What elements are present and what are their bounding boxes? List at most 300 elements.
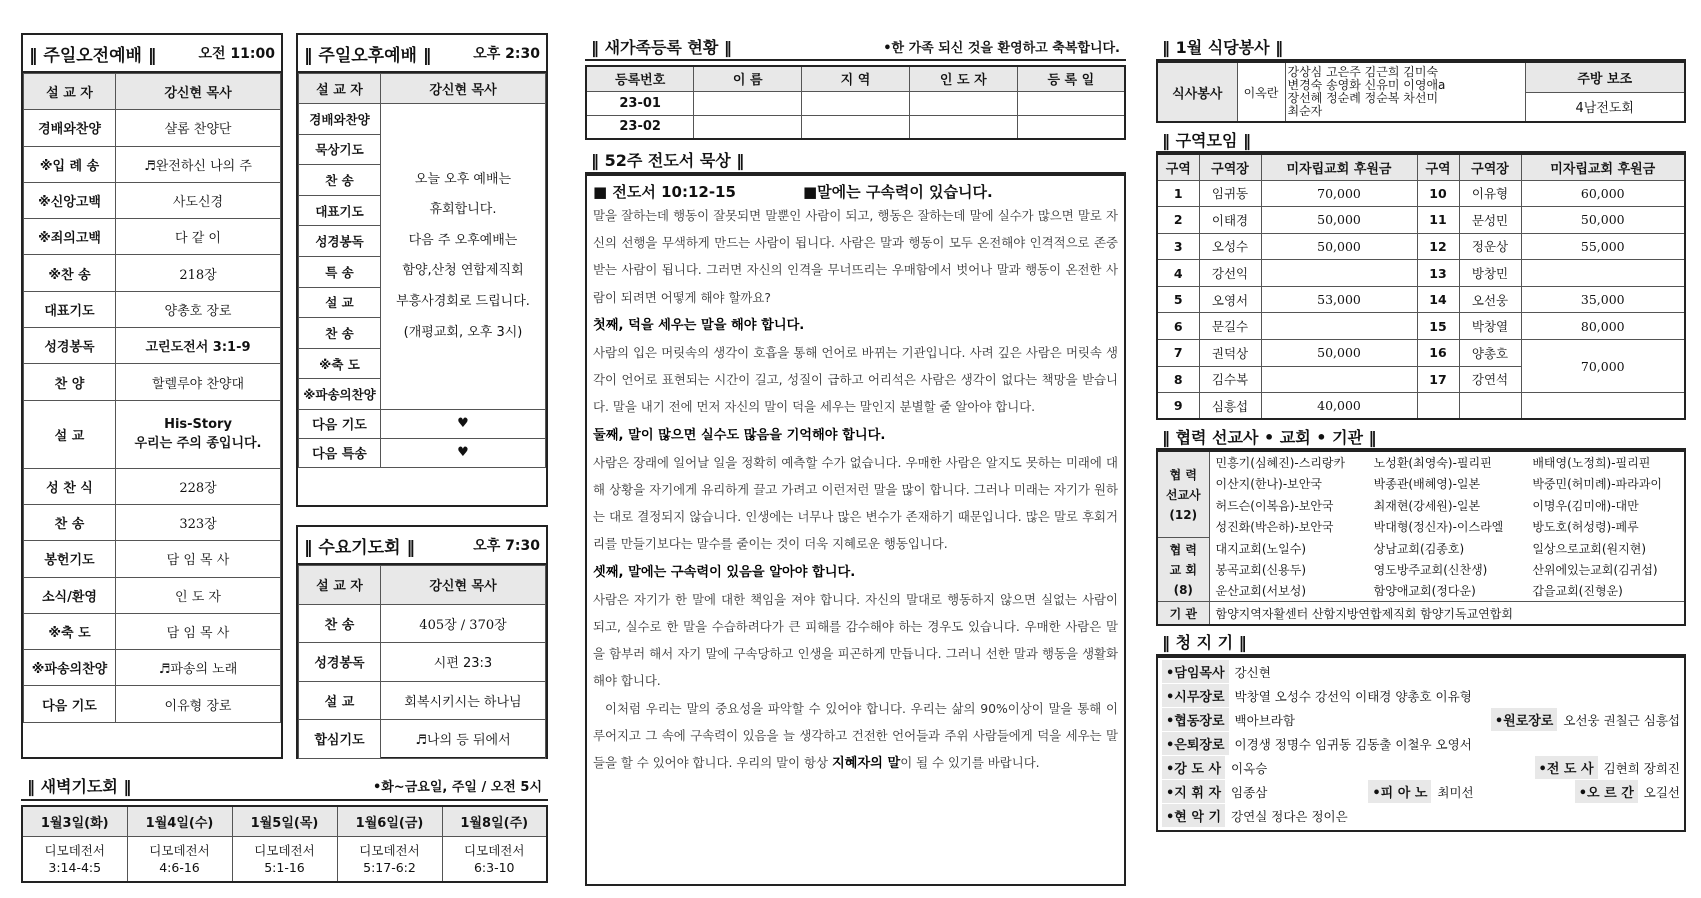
staff-names: 백아브라함: [1234, 712, 1295, 728]
sunday-morning-row-value: 228장: [116, 468, 281, 504]
staff-title-bar: [1156, 630, 1686, 656]
district-no: 17: [1417, 366, 1459, 393]
district-leader: 정운상: [1459, 233, 1521, 260]
dawn-prayer-panel: [21, 771, 548, 886]
district-leader: 권덕상: [1199, 340, 1261, 367]
staff-entry: [1162, 708, 1295, 731]
devotion-point3-text: 사람은 자기가 한 말에 대한 책임을 져야 합니다. 자신의 말대로 행동하지 않으면 실없는 사람이 되고, 실수로 한 말을 수습하려다가 큰 피해를 감수해야 하는 경우도 있습니다. 우매한 사람은 말을 함부러 해서 자기 말에 구속당하고 인생을 피곤하게 만듭니다. 그러니 선한 말과 행동을 생활화해야 합니다.: [593, 591, 1118, 689]
district-amount: [1261, 313, 1417, 340]
church-row: [1157, 537, 1685, 559]
right-column: [1156, 33, 1686, 885]
district-header: 구역: [1157, 154, 1199, 180]
district-no: 13: [1417, 260, 1459, 287]
district-amount: [1261, 366, 1417, 393]
wednesday-row-label: 설 교: [299, 681, 381, 720]
staff-role: •시무장로: [1162, 684, 1229, 707]
dawn-verse: 5:1-16: [264, 859, 305, 875]
sunday-morning-title: ‖ 주일오전예배 ‖: [29, 45, 157, 66]
missionary-entry: 노성환(최영숙)-필리핀: [1373, 456, 1492, 471]
newfamily-id: 23-02: [586, 115, 694, 139]
sunday-morning-row: [24, 577, 281, 613]
notice-line: 오늘 오후 예배는: [414, 171, 512, 187]
district-row: [1157, 286, 1685, 313]
next-special-label: 다음 특송: [299, 438, 381, 467]
church-entry: 산위에있는교회(김귀섭): [1532, 563, 1658, 578]
district-leader: 박창열: [1459, 313, 1521, 340]
sunday-morning-row-value: 이유형 장로: [116, 686, 281, 722]
dawn-date-row: [22, 806, 547, 836]
sunday-morning-row: [24, 541, 281, 577]
district-row: [1157, 260, 1685, 287]
district-amount: 80,000: [1521, 313, 1685, 340]
dawn-passage: [232, 836, 337, 882]
partners-table: [1156, 450, 1686, 626]
newfamily-id: 23-01: [586, 91, 694, 115]
sunday-morning-row-value: 양총호 장로: [116, 291, 281, 327]
staff-row: [1162, 804, 1680, 828]
sunday-morning-row: [24, 255, 281, 291]
dawn-book: 디모데전서: [359, 842, 420, 858]
sunday-afternoon-row-label: ※축 도: [299, 348, 381, 379]
meal-service-table: [1156, 61, 1686, 123]
staff-role: •강 도 사: [1162, 756, 1225, 779]
sunday-afternoon-row-label: 경배와찬양: [299, 104, 381, 135]
devotion-reference: ■ 전도서 10:12-15: [593, 182, 736, 201]
district-amount: 70,000: [1261, 180, 1417, 207]
district-no: 3: [1157, 233, 1199, 260]
staff-entry: [1162, 660, 1271, 683]
staff-box: [1156, 656, 1686, 832]
sunday-morning-row: [24, 74, 281, 110]
district-amount: 50,000: [1261, 340, 1417, 367]
sunday-afternoon-row-label: 성경봉독: [299, 226, 381, 257]
staff-entry: [1162, 780, 1267, 803]
dawn-verse: 4:6-16: [159, 859, 200, 875]
district-amount: [1261, 260, 1417, 287]
sunday-morning-row-value: ♬파송의 노래: [116, 650, 281, 686]
devotion-box: [585, 174, 1126, 886]
district-no: 8: [1157, 366, 1199, 393]
district-amount: 55,000: [1521, 233, 1685, 260]
sunday-morning-row: [24, 182, 281, 218]
church-entry: 운산교회(서보성): [1215, 584, 1307, 599]
district-amount: 35,000: [1521, 286, 1685, 313]
staff-role: •현 악 기: [1162, 804, 1225, 827]
church-label-line: (8): [1173, 582, 1193, 597]
dawn-passage-row: [22, 836, 547, 882]
next-special-row: [299, 438, 546, 467]
staff-names: 임종삼: [1231, 784, 1268, 800]
district-row: [1157, 180, 1685, 207]
district-no: 2: [1157, 207, 1199, 234]
district-amount: 70,000: [1521, 340, 1685, 393]
district-no: 10: [1417, 180, 1459, 207]
district-leader: 문성민: [1459, 207, 1521, 234]
staff-role: •오 르 간: [1575, 780, 1638, 803]
district-no: 16: [1417, 340, 1459, 367]
sunday-morning-row-label: 다음 기도: [24, 686, 116, 722]
sunday-afternoon-row-label: 특 송: [299, 256, 381, 287]
district-no: 15: [1417, 313, 1459, 340]
district-leader: 강연석: [1459, 366, 1521, 393]
sunday-morning-row: [24, 291, 281, 327]
newfamily-cell: [694, 115, 802, 139]
staff-entry: [1368, 780, 1473, 803]
sunday-morning-row-label: 설 교: [24, 400, 116, 468]
newfamily-cell: [1017, 115, 1125, 139]
sunday-morning-row-label: 경배와찬양: [24, 110, 116, 146]
wednesday-title: ‖ 수요기도회 ‖: [304, 537, 415, 558]
missionary-label-line: (12): [1169, 507, 1198, 522]
district-row: [1157, 340, 1685, 367]
sunday-morning-row-label: 소식/환영: [24, 577, 116, 613]
dawn-book: 디모데전서: [44, 842, 105, 858]
devotion-title: ‖ 52주 전도서 묵상 ‖: [591, 150, 745, 170]
newfamily-cell: [909, 115, 1017, 139]
dawn-verse: 5:17-6:2: [363, 859, 416, 875]
meal-member-line: 최순자: [1287, 104, 1323, 118]
sunday-morning-row: [24, 110, 281, 146]
sunday-afternoon-row-label: 묵상기도: [299, 134, 381, 165]
sunday-morning-row: [24, 146, 281, 182]
sunday-morning-row-label: ※입 례 송: [24, 146, 116, 182]
sermon-title-line1: His-Story: [164, 417, 232, 433]
sunday-morning-row: [24, 219, 281, 255]
missionary-entry: 방도호(허성령)-페루: [1532, 520, 1639, 535]
notice-line: 함양,산청 연합제직회: [402, 263, 524, 279]
meal-member-line: 장선혜 정순례 정순복 차선미: [1287, 91, 1439, 105]
district-leader: 문길수: [1199, 313, 1261, 340]
staff-names: 강신현: [1234, 664, 1271, 680]
district-table: [1156, 153, 1686, 420]
sunday-morning-row-value: 샬롬 찬양단: [116, 110, 281, 146]
district-no: 5: [1157, 286, 1199, 313]
sunday-afternoon-preacher-row: [299, 74, 546, 104]
district-no: 1: [1157, 180, 1199, 207]
sunday-afternoon-row: [299, 104, 546, 135]
sunday-morning-row-label: 성 찬 식: [24, 468, 116, 504]
district-leader: 양총호: [1459, 340, 1521, 367]
sunday-morning-row: [24, 504, 281, 540]
kitchen-group: 4남전도회: [1525, 92, 1685, 122]
wednesday-title-bar: [298, 527, 546, 565]
dawn-book: 디모데전서: [149, 842, 210, 858]
next-prayer-row: [299, 409, 546, 438]
missionary-entry: 허드슨(이복음)-보안국: [1215, 498, 1334, 513]
missionary-row: [1157, 494, 1685, 516]
dawn-date: 1월5일(목): [232, 806, 337, 836]
newfamily-header: 인 도 자: [909, 66, 1017, 91]
district-row: [1157, 233, 1685, 260]
district-header: 구역장: [1459, 154, 1521, 180]
district-leader: 오선웅: [1459, 286, 1521, 313]
sunday-morning-row-value: [116, 400, 281, 468]
newfamily-header: 등 록 일: [1017, 66, 1125, 91]
newfamily-row: [586, 115, 1125, 139]
staff-entry: [1162, 732, 1472, 755]
sunday-morning-row-value: 218장: [116, 255, 281, 291]
staff-role: •담임목사: [1162, 660, 1229, 683]
sunday-morning-row: [24, 468, 281, 504]
district-no: 6: [1157, 313, 1199, 340]
church-row: [1157, 559, 1685, 581]
sunday-afternoon-title: ‖ 주일오후예배 ‖: [304, 45, 432, 66]
wednesday-row: [299, 604, 546, 643]
sunday-morning-row-value: 인 도 자: [116, 577, 281, 613]
sunday-morning-service-panel: [21, 33, 283, 759]
dawn-passage: [442, 836, 547, 882]
sunday-morning-row: [24, 613, 281, 649]
district-title: ‖ 구역모임 ‖: [1162, 130, 1251, 150]
meal-title: ‖ 1월 식당봉사 ‖: [1162, 37, 1284, 57]
sunday-morning-row-value: 담 임 목 사: [116, 541, 281, 577]
meal-member-line: 변경숙 송영화 신유미 이영애a: [1287, 78, 1446, 92]
district-amount: 50,000: [1261, 207, 1417, 234]
staff-names: 최미선: [1437, 784, 1474, 800]
district-amount: [1521, 260, 1685, 287]
newfamily-row: [586, 91, 1125, 115]
sunday-afternoon-title-bar: [298, 35, 546, 73]
missionary-label-line: 협 력: [1169, 467, 1197, 482]
staff-names: 이경생 정명수 임귀동 김동출 이철우 오영서: [1234, 736, 1472, 752]
sunday-afternoon-notice: [381, 104, 546, 410]
devotion-header: [593, 180, 1118, 202]
newfamily-cell: [802, 91, 910, 115]
staff-entry: [1162, 804, 1348, 827]
notice-line: 부흥사경회로 드립니다.: [396, 294, 530, 310]
wednesday-row-value: 405장 / 370장: [381, 604, 546, 643]
dawn-verse: 6:3-10: [473, 859, 515, 875]
dawn-book: 디모데전서: [464, 842, 525, 858]
staff-row: [1162, 708, 1680, 732]
staff-role: •협동장로: [1162, 708, 1229, 731]
missionary-label: [1157, 451, 1209, 537]
district-no: 4: [1157, 260, 1199, 287]
district-leader: 임귀동: [1199, 180, 1261, 207]
sunday-morning-row: [24, 400, 281, 468]
dawn-date: 1월4일(수): [127, 806, 232, 836]
district-no: 7: [1157, 340, 1199, 367]
heart-icon: ♥: [381, 409, 546, 438]
dawn-schedule-table: [21, 805, 548, 883]
meal-members: [1285, 62, 1525, 122]
missionary-label-line: 선교사: [1165, 487, 1201, 502]
sunday-morning-row-label: ※찬 송: [24, 255, 116, 291]
missionary-row: [1157, 473, 1685, 495]
district-leader: 이유형: [1459, 180, 1521, 207]
dawn-date: 1월6일(금): [337, 806, 442, 836]
notice-line: 휴회합니다.: [429, 202, 497, 218]
notice-line: 다음 주 오후예배는: [408, 232, 518, 248]
district-leader: 방창민: [1459, 260, 1521, 287]
devotion-intro: 말을 잘하는데 행동이 잘못되면 말뿐인 사람이 되고, 행동은 잘하는데 말에 실수가 많으면 말로 자신의 선행을 무색하게 만드는 사람이 됩니다. 사람은 말과 행동이 모두 온전해야 인격적으로 존중받는 사람이 됩니다. 그러면 자신의 인격을 무너뜨리는 우매함에서 벗어나 말과 행동이 온전한 사람이 되려면 어떻게 해야 할까요?: [593, 208, 1118, 305]
missionary-entry: 최재현(강세원)-일본: [1373, 498, 1481, 513]
sunday-afternoon-row-label: 찬 송: [299, 165, 381, 196]
staff-names: 강연실 정다은 정이은: [1231, 808, 1348, 824]
wednesday-row-value: 회복시키시는 하나님: [381, 681, 546, 720]
devotion-closing-emphasis: 지혜자의 말: [831, 756, 901, 772]
institution-list: 함양지역자활센터 산함지방연합제직회 함양기독교연합회: [1209, 602, 1685, 625]
sunday-morning-row: [24, 686, 281, 722]
staff-row: [1162, 660, 1680, 684]
sunday-morning-order-table: [23, 73, 281, 723]
district-amount: 40,000: [1261, 393, 1417, 420]
church-entry: 상남교회(김종호): [1373, 541, 1465, 556]
wednesday-row-label: 성경봉독: [299, 643, 381, 682]
district-empty: [1459, 393, 1521, 420]
sunday-morning-row-value: 사도신경: [116, 182, 281, 218]
devotion-point2-text: 사람은 장래에 일어날 일을 정확히 예측할 수가 없습니다. 우매한 사람은 알지도 못하는 미래에 대해 상황을 자기에게 유리하게 끌고 가려고 이런저런 말을 많이 합니다. 그러나 미래는 자기가 원하는 대로 결정되지 않습니다. 인생에는 너무나 많은 변수가 존재하기 때문입니다. 많은 말로 후회거리를 만들기보다는 말수를 줄이는 것이 더욱 지혜로운 행동입니다.: [593, 454, 1118, 552]
staff-entry: [1162, 684, 1472, 707]
dawn-time: •화~금요일, 주일 / 오전 5시: [372, 779, 542, 795]
district-header: 미자립교회 후원금: [1261, 154, 1417, 180]
church-entry: 대지교회(노일수): [1215, 541, 1307, 556]
devotion-closing: [593, 695, 1118, 778]
staff-names: 오선웅 권칠근 심흥섭: [1563, 712, 1680, 728]
newfamily-welcome: •한 가족 되신 것을 환영하고 축복합니다.: [883, 40, 1120, 56]
district-leader: 김수복: [1199, 366, 1261, 393]
district-amount: 50,000: [1261, 233, 1417, 260]
newfamily-cell: [694, 91, 802, 115]
partners-title: ‖ 협력 선교사 • 교회 • 기관 ‖: [1162, 427, 1377, 447]
staff-title: ‖ 청 지 기 ‖: [1162, 633, 1247, 653]
church-row: [1157, 580, 1685, 602]
missionary-entry: 배태영(노정희)-필리핀: [1532, 456, 1651, 471]
sunday-morning-time: 오전 11:00: [198, 46, 275, 62]
missionary-entry: 이산지(한나)-보안국: [1215, 477, 1322, 492]
staff-entry: [1535, 756, 1680, 779]
district-empty: [1417, 393, 1459, 420]
sunday-afternoon-preacher-label: 설 교 자: [299, 74, 381, 104]
staff-row: [1162, 756, 1680, 780]
dawn-verse: 3:14-4:5: [48, 859, 102, 875]
institution-row: [1157, 602, 1685, 625]
church-label-line: 교 회: [1169, 562, 1197, 577]
sunday-morning-row: [24, 650, 281, 686]
district-empty: [1521, 393, 1685, 420]
wednesday-row-value: ♬나의 등 뒤에서: [381, 720, 546, 759]
meal-member-line: 강상심 고은주 김근희 김미숙: [1287, 65, 1439, 79]
wednesday-row-label: 설 교 자: [299, 566, 381, 605]
staff-names: 김현희 장희진: [1603, 760, 1680, 776]
sunday-morning-row-label: 찬 송: [24, 504, 116, 540]
staff-role: •은퇴장로: [1162, 732, 1229, 755]
sunday-morning-row: [24, 364, 281, 400]
sunday-afternoon-row-label: 찬 송: [299, 318, 381, 349]
dawn-passage: [22, 836, 127, 882]
partners-title-bar: [1156, 424, 1686, 450]
church-label-line: 협 력: [1169, 542, 1197, 557]
district-leader: 심흥섭: [1199, 393, 1261, 420]
kitchen-label: 주방 보조: [1525, 62, 1685, 92]
wednesday-order-table: [298, 565, 546, 759]
district-no: 9: [1157, 393, 1199, 420]
district-no: 12: [1417, 233, 1459, 260]
meal-title-bar: [1156, 33, 1686, 61]
sunday-morning-row-value: 담 임 목 사: [116, 613, 281, 649]
church-entry: 봉곡교회(신용두): [1215, 563, 1307, 578]
meal-label: 식사봉사: [1157, 62, 1237, 122]
staff-role: •전 도 사: [1535, 756, 1598, 779]
sunday-afternoon-order-table: [298, 73, 546, 468]
devotion-point1-heading: 첫째, 덕을 세우는 말을 해야 합니다.: [593, 317, 805, 333]
sunday-morning-row-label: 설 교 자: [24, 74, 116, 110]
missionary-entry: 박대형(정신자)-이스라엘: [1373, 520, 1504, 535]
staff-names: 오길선: [1643, 784, 1680, 800]
missionary-entry: 성진화(박은하)-보안국: [1215, 520, 1334, 535]
sunday-afternoon-row-label: ※파송의찬양: [299, 379, 381, 410]
sunday-morning-row-label: ※파송의찬양: [24, 650, 116, 686]
church-entry: 영도방주교회(신찬생): [1373, 563, 1488, 578]
sunday-afternoon-time: 오후 2:30: [473, 46, 540, 62]
dawn-title-bar: [21, 771, 548, 801]
missionary-entry: 민흥기(심혜진)-스리랑카: [1215, 456, 1346, 471]
wednesday-row-label: 합심기도: [299, 720, 381, 759]
wednesday-row: [299, 720, 546, 759]
wednesday-prayer-panel: [296, 525, 548, 759]
district-row: [1157, 313, 1685, 340]
district-no: 14: [1417, 286, 1459, 313]
newfamily-cell: [1017, 91, 1125, 115]
missionary-entry: 이명우(김미애)-대만: [1532, 498, 1639, 513]
sunday-morning-row: [24, 328, 281, 364]
devotion-closing-text: 이처럼 우리는 말의 중요성을 파악할 수 있어야 합니다. 우리는 삶의 90%이상이 말을 통해 이루어지고 그 속에 구속력이 있음을 늘 생각하고 건전한 언어들과 주위 사람들에게 덕을 세우는 말들을 할 수 있어야 합니다. 우리의 말이 항상: [593, 700, 1118, 771]
staff-role: •피 아 노: [1368, 780, 1431, 803]
heart-icon: ♥: [381, 438, 546, 467]
dawn-title: ‖ 새벽기도회 ‖: [27, 776, 132, 796]
dawn-date: 1월8일(주): [442, 806, 547, 836]
next-prayer-label: 다음 기도: [299, 409, 381, 438]
devotion-closing-end: 이 될 수 있기를 바랍니다.: [900, 755, 1040, 771]
newfamily-title-bar: [585, 33, 1126, 61]
sunday-morning-row-value: 고린도전서 3:1-9: [116, 328, 281, 364]
missionary-row: [1157, 451, 1685, 473]
district-leader: 강선익: [1199, 260, 1261, 287]
sunday-morning-row-value: 할렐루야 찬양대: [116, 364, 281, 400]
dawn-book: 디모데전서: [254, 842, 315, 858]
sunday-morning-row-label: ※신앙고백: [24, 182, 116, 218]
staff-names: 박창열 오성수 강선익 이태경 양총호 이유형: [1234, 688, 1472, 704]
district-leader: 오영서: [1199, 286, 1261, 313]
district-header: 구역장: [1199, 154, 1261, 180]
sunday-morning-row-value: ♬완전하신 나의 주: [116, 146, 281, 182]
wednesday-row-label: 찬 송: [299, 604, 381, 643]
wednesday-row: [299, 643, 546, 682]
sunday-morning-row-label: 찬 양: [24, 364, 116, 400]
district-amount: 60,000: [1521, 180, 1685, 207]
staff-entry: [1491, 708, 1680, 731]
sunday-morning-row-label: 성경봉독: [24, 328, 116, 364]
newfamily-header: 이 름: [694, 66, 802, 91]
sunday-morning-row-label: 봉헌기도: [24, 541, 116, 577]
staff-row: [1162, 732, 1680, 756]
notice-line: (개평교회, 오후 3시): [403, 324, 523, 340]
wednesday-row-value: 시편 23:3: [381, 643, 546, 682]
sunday-afternoon-row-label: 설 교: [299, 287, 381, 318]
staff-entry: [1575, 780, 1680, 803]
church-entry: 갑을교회(진형운): [1532, 584, 1623, 599]
sunday-afternoon-row-label: 대표기도: [299, 195, 381, 226]
district-title-bar: [1156, 127, 1686, 153]
meal-leader: 이옥란: [1237, 62, 1285, 122]
dawn-date: 1월3일(화): [22, 806, 127, 836]
newfamily-header: 등록번호: [586, 66, 694, 91]
district-header: 미자립교회 후원금: [1521, 154, 1685, 180]
devotion-title-bar: [585, 146, 1126, 174]
missionary-entry: 박중민(허미례)-파라과이: [1532, 477, 1662, 492]
staff-entry: [1162, 756, 1267, 779]
wednesday-row: [299, 681, 546, 720]
